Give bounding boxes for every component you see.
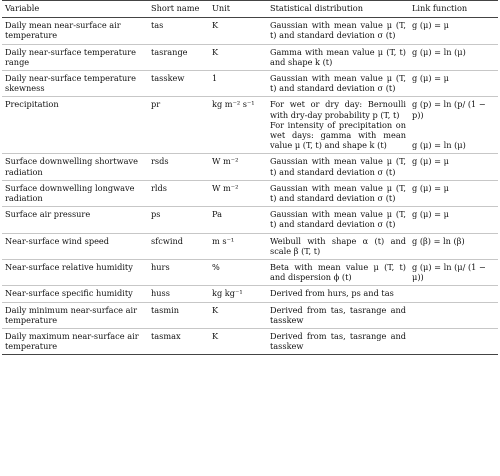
link-function-text: g (μ) = μ [412,182,449,193]
distribution-text: Gaussian with mean value μ (T, t) and standard deviation σ (t) [270,182,406,204]
distribution-text: Gaussian with mean value μ (T, t) and standard deviation σ (t) [270,156,406,177]
cell-short-name: rlds [148,180,209,206]
cell-unit: kg m⁻² s⁻¹ [209,97,267,154]
link-function-text: g (μ) = ln (μ) [412,46,466,57]
distribution-text: For wet or dry day: Bernoulli with dry-day probability p (T, t) [270,99,406,120]
cell-variable: Near-surface wind speed [2,233,148,259]
cell-short-name: pr [148,97,209,154]
link-function-text: g (μ) = μ [412,20,449,31]
distribution-text: Beta with mean value μ (T, t) and dispersion ϕ (t) [270,262,406,283]
cell-short-name: huss [148,286,209,302]
cell-variable: Daily mean near-surface air temperature [2,18,148,44]
table-row [2,44,498,70]
cell-short-name: hurs [148,260,209,286]
cell-unit: W m⁻² [209,180,267,206]
cell-short-name: rsds [148,154,209,180]
cell-distribution [267,71,409,97]
table-header-row [2,1,498,18]
table-row [2,329,498,355]
cell-distribution [267,329,409,355]
table-row [2,302,498,328]
cell-link-function [409,44,498,70]
cell-link-function [409,233,498,259]
cell-variable: Daily near-surface temperature range [2,44,148,70]
cell-variable: Near-surface specific humidity [2,286,148,302]
cell-variable: Near-surface relative humidity [2,260,148,286]
link-function-text: g (μ) = μ [412,209,449,220]
cell-unit: K [209,44,267,70]
distribution-text: Derived from hurs, ps and tas [270,288,394,299]
cell-distribution [267,302,409,328]
distribution-text: Gaussian with mean value μ (T, t) and standard deviation σ (t) [270,209,406,230]
cell-distribution [267,207,409,233]
cell-link-function [409,71,498,97]
cell-variable: Daily minimum near-surface air temperature [2,302,148,328]
cell-link-function [409,286,498,302]
distribution-text: Gaussian with mean value μ (T, t) and standard deviation σ (t) [270,73,406,94]
cell-short-name: tas [148,18,209,44]
cell-short-name: tasmin [148,302,209,328]
cell-unit: K [209,18,267,44]
table-row [2,180,498,206]
cell-unit: W m⁻² [209,154,267,180]
header-variable: Variable [2,1,148,18]
distribution-text: Weibull with shape α (t) and scale β (T, t) [270,235,406,256]
cell-link-function [409,180,498,206]
table-row [2,154,498,180]
header-short-name: Short name [148,1,209,18]
cell-short-name: tasskew [148,71,209,97]
cell-short-name: ps [148,207,209,233]
table-row [2,71,498,97]
cell-short-name: sfcwind [148,233,209,259]
cell-link-function [409,154,498,180]
cell-variable: Surface downwelling longwave radiation [2,180,148,206]
link-function-text: g (p) = ln (p/ (1 − p)) [412,99,486,120]
header-link-function: Link function [409,1,498,18]
cell-distribution [267,180,409,206]
cell-distribution [267,18,409,44]
cell-short-name: tasrange [148,44,209,70]
link-function-text: g (β) = ln (β) [412,235,465,246]
cell-variable: Surface downwelling shortwave radiation [2,154,148,180]
cell-variable: Daily maximum near-surface air temperature [2,329,148,355]
table-row [2,18,498,44]
cell-distribution [267,286,409,302]
table-row [2,233,498,259]
cell-unit: K [209,329,267,355]
distribution-text: Derived from tas, tasrange and tasskew [270,331,406,352]
link-function-text-2: g (μ) = ln (μ) [412,139,466,150]
cell-distribution [267,260,409,286]
distribution-text: Gaussian with mean value μ (T, t) and standard deviation σ (t) [270,20,406,41]
cell-unit: kg kg⁻¹ [209,286,267,302]
header-distribution: Statistical distribution [267,1,409,18]
cell-distribution [267,154,409,180]
header-unit: Unit [209,1,267,18]
cell-variable: Precipitation [2,97,148,154]
cell-link-function [409,207,498,233]
cell-unit: m s⁻¹ [209,233,267,259]
cell-link-function [409,302,498,328]
table-row [2,97,498,154]
cell-link-function [409,329,498,355]
table-row [2,260,498,286]
cell-distribution [267,97,409,154]
distribution-text: For intensity of precipitation on wet days: gamma with mean value μ (T, t) and shape k (t) [270,119,406,151]
table-row [2,286,498,302]
cell-unit: % [209,260,267,286]
link-function-text: g (μ) = μ [412,156,449,167]
cell-unit: 1 [209,71,267,97]
cell-variable: Daily near-surface temperature skewness [2,71,148,97]
cell-link-function [409,260,498,286]
cell-variable: Surface air pressure [2,207,148,233]
cell-distribution [267,233,409,259]
link-function-text: g (μ) = ln (μ/ (1 − μ)) [412,262,486,283]
variables-table [2,0,498,355]
link-function-text: g (μ) = μ [412,73,449,84]
cell-link-function [409,18,498,44]
distribution-text: Gamma with mean value μ (T, t) and shape k (t) [270,46,406,67]
distribution-text: Derived from tas, tasrange and tasskew [270,304,406,325]
cell-short-name: tasmax [148,329,209,355]
cell-unit: K [209,302,267,328]
cell-distribution [267,44,409,70]
cell-unit: Pa [209,207,267,233]
cell-link-function [409,97,498,154]
table-row [2,207,498,233]
